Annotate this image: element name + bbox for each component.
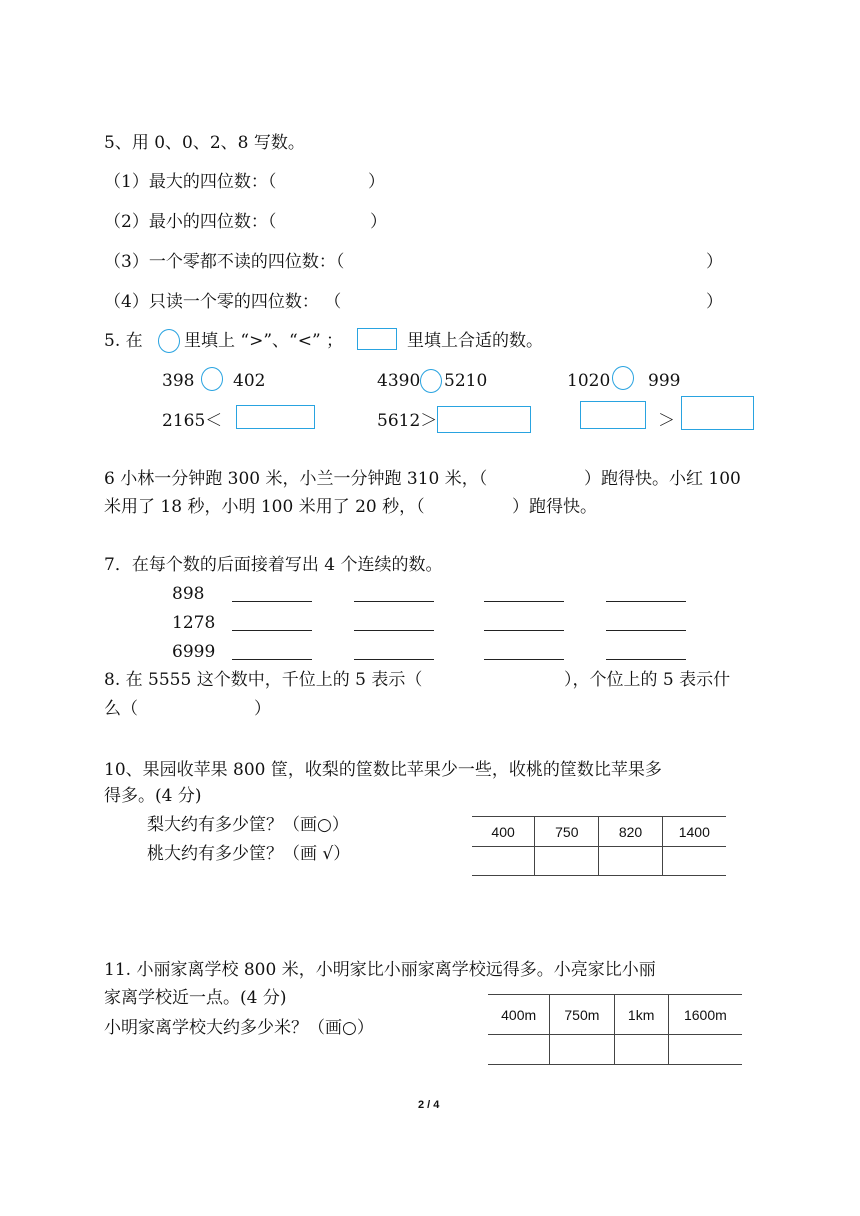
compare-a-right: 402	[233, 371, 266, 391]
q8-line1b: ），个位上的 5 表示什	[564, 670, 731, 690]
fill-a-box[interactable]	[236, 405, 315, 429]
q10-options-table	[472, 816, 726, 876]
q6-line1a: 6 小林一分钟跑 300 米，小兰一分钟跑 310 米，（	[104, 469, 488, 489]
q11-options-table	[488, 994, 742, 1065]
q11-line1: 11. 小丽家离学校 800 米，小明家比小丽家离学校远得多。小亮家比小丽	[104, 960, 656, 980]
q11-option: 1600m	[668, 995, 742, 1035]
fill-c-box-left[interactable]	[580, 401, 646, 429]
q10-line1: 10、果园收苹果 800 筐，收梨的筐数比苹果少一些，收桃的筐数比苹果多	[104, 760, 662, 780]
q11-mark-cell[interactable]	[550, 1035, 614, 1065]
blank-line[interactable]	[606, 659, 686, 660]
fill-b-box[interactable]	[437, 406, 531, 433]
q6-line2b: ）跑得快。	[512, 497, 597, 517]
compare-circle-icon	[158, 329, 180, 353]
compare-c-right: 999	[648, 371, 681, 391]
q5b-suffix: 里填上合适的数。	[407, 331, 543, 351]
q5a-item-4: （4）只读一个零的四位数： （	[104, 292, 342, 312]
fill-c-gt: ＞	[658, 411, 675, 431]
q10-mark-cell[interactable]	[599, 847, 662, 876]
q10-mark-cell[interactable]	[662, 847, 726, 876]
blank-line[interactable]	[606, 630, 686, 631]
q11-option: 400m	[488, 995, 550, 1035]
blank-line[interactable]	[484, 630, 564, 631]
blank-line[interactable]	[354, 601, 434, 602]
q8-line1a: 8. 在 5555 这个数中，千位上的 5 表示（	[104, 670, 423, 690]
q11-ask: 小明家离学校大约多少米？（画○）	[104, 1018, 374, 1038]
q5a-item-1-close: ）	[368, 172, 385, 192]
q5b-mid: 里填上 “>”、“<” ；	[184, 331, 344, 351]
q10-ask-pear: 梨大约有多少筐？（画○）	[147, 815, 349, 835]
fill-a-label: 2165＜	[162, 411, 223, 431]
answer-box-icon	[357, 328, 397, 350]
blank-line[interactable]	[354, 630, 434, 631]
compare-b-right: 5210	[444, 371, 488, 391]
blank-line[interactable]	[484, 601, 564, 602]
compare-b-left: 4390	[377, 371, 421, 391]
fill-c-box-right[interactable]	[681, 396, 754, 430]
q5a-item-2-close: ）	[370, 212, 387, 232]
q11-mark-cell[interactable]	[614, 1035, 668, 1065]
q7-number-2: 1278	[172, 613, 216, 633]
q10-option: 400	[472, 817, 535, 847]
q8-line2a: 么（	[104, 699, 138, 719]
compare-c-left: 1020	[567, 371, 611, 391]
q5a-item-2: （2）最小的四位数：（	[104, 212, 277, 232]
q7-title: 7．在每个数的后面接着写出 4 个连续的数。	[104, 555, 443, 575]
q6-line2a: 米用了 18 秒，小明 100 米用了 20 秒，（	[104, 497, 425, 517]
q11-mark-cell[interactable]	[668, 1035, 742, 1065]
q6-line1b: ）跑得快。小红 100	[584, 469, 741, 489]
q7-number-3: 6999	[172, 642, 216, 662]
compare-a-left: 398	[162, 371, 195, 391]
q10-ask-peach: 桃大约有多少筐？（画 √）	[147, 844, 351, 864]
q7-number-1: 898	[172, 584, 205, 604]
blank-line[interactable]	[606, 601, 686, 602]
q11-mark-cell[interactable]	[488, 1035, 550, 1065]
blank-line[interactable]	[232, 659, 312, 660]
q5a-item-4-close: ）	[706, 292, 723, 312]
blank-line[interactable]	[484, 659, 564, 660]
q10-line2: 得多。(4 分)	[104, 786, 202, 806]
q11-line2: 家离学校近一点。(4 分)	[104, 988, 287, 1008]
blank-line[interactable]	[232, 601, 312, 602]
q5b-prefix: 5. 在	[104, 331, 143, 351]
blank-line[interactable]	[354, 659, 434, 660]
q10-option: 820	[599, 817, 662, 847]
compare-b-circle[interactable]	[420, 369, 442, 393]
q11-option: 1km	[614, 995, 668, 1035]
q11-option: 750m	[550, 995, 614, 1035]
q8-line2b: ）	[254, 699, 271, 719]
q5a-item-3: （3）一个零都不读的四位数：（	[104, 252, 345, 272]
compare-c-circle[interactable]	[612, 366, 634, 390]
blank-line[interactable]	[232, 630, 312, 631]
q10-option: 1400	[662, 817, 726, 847]
q10-mark-cell[interactable]	[472, 847, 535, 876]
compare-a-circle[interactable]	[201, 367, 223, 391]
q5a-item-1: （1）最大的四位数：（	[104, 172, 277, 192]
q10-option: 750	[535, 817, 599, 847]
q5a-title: 5、用 0、0、2、8 写数。	[104, 133, 305, 153]
page-number: 2 / 4	[418, 1099, 440, 1111]
q10-mark-cell[interactable]	[535, 847, 599, 876]
q5a-item-3-close: ）	[706, 252, 723, 272]
fill-b-label: 5612＞	[377, 411, 438, 431]
